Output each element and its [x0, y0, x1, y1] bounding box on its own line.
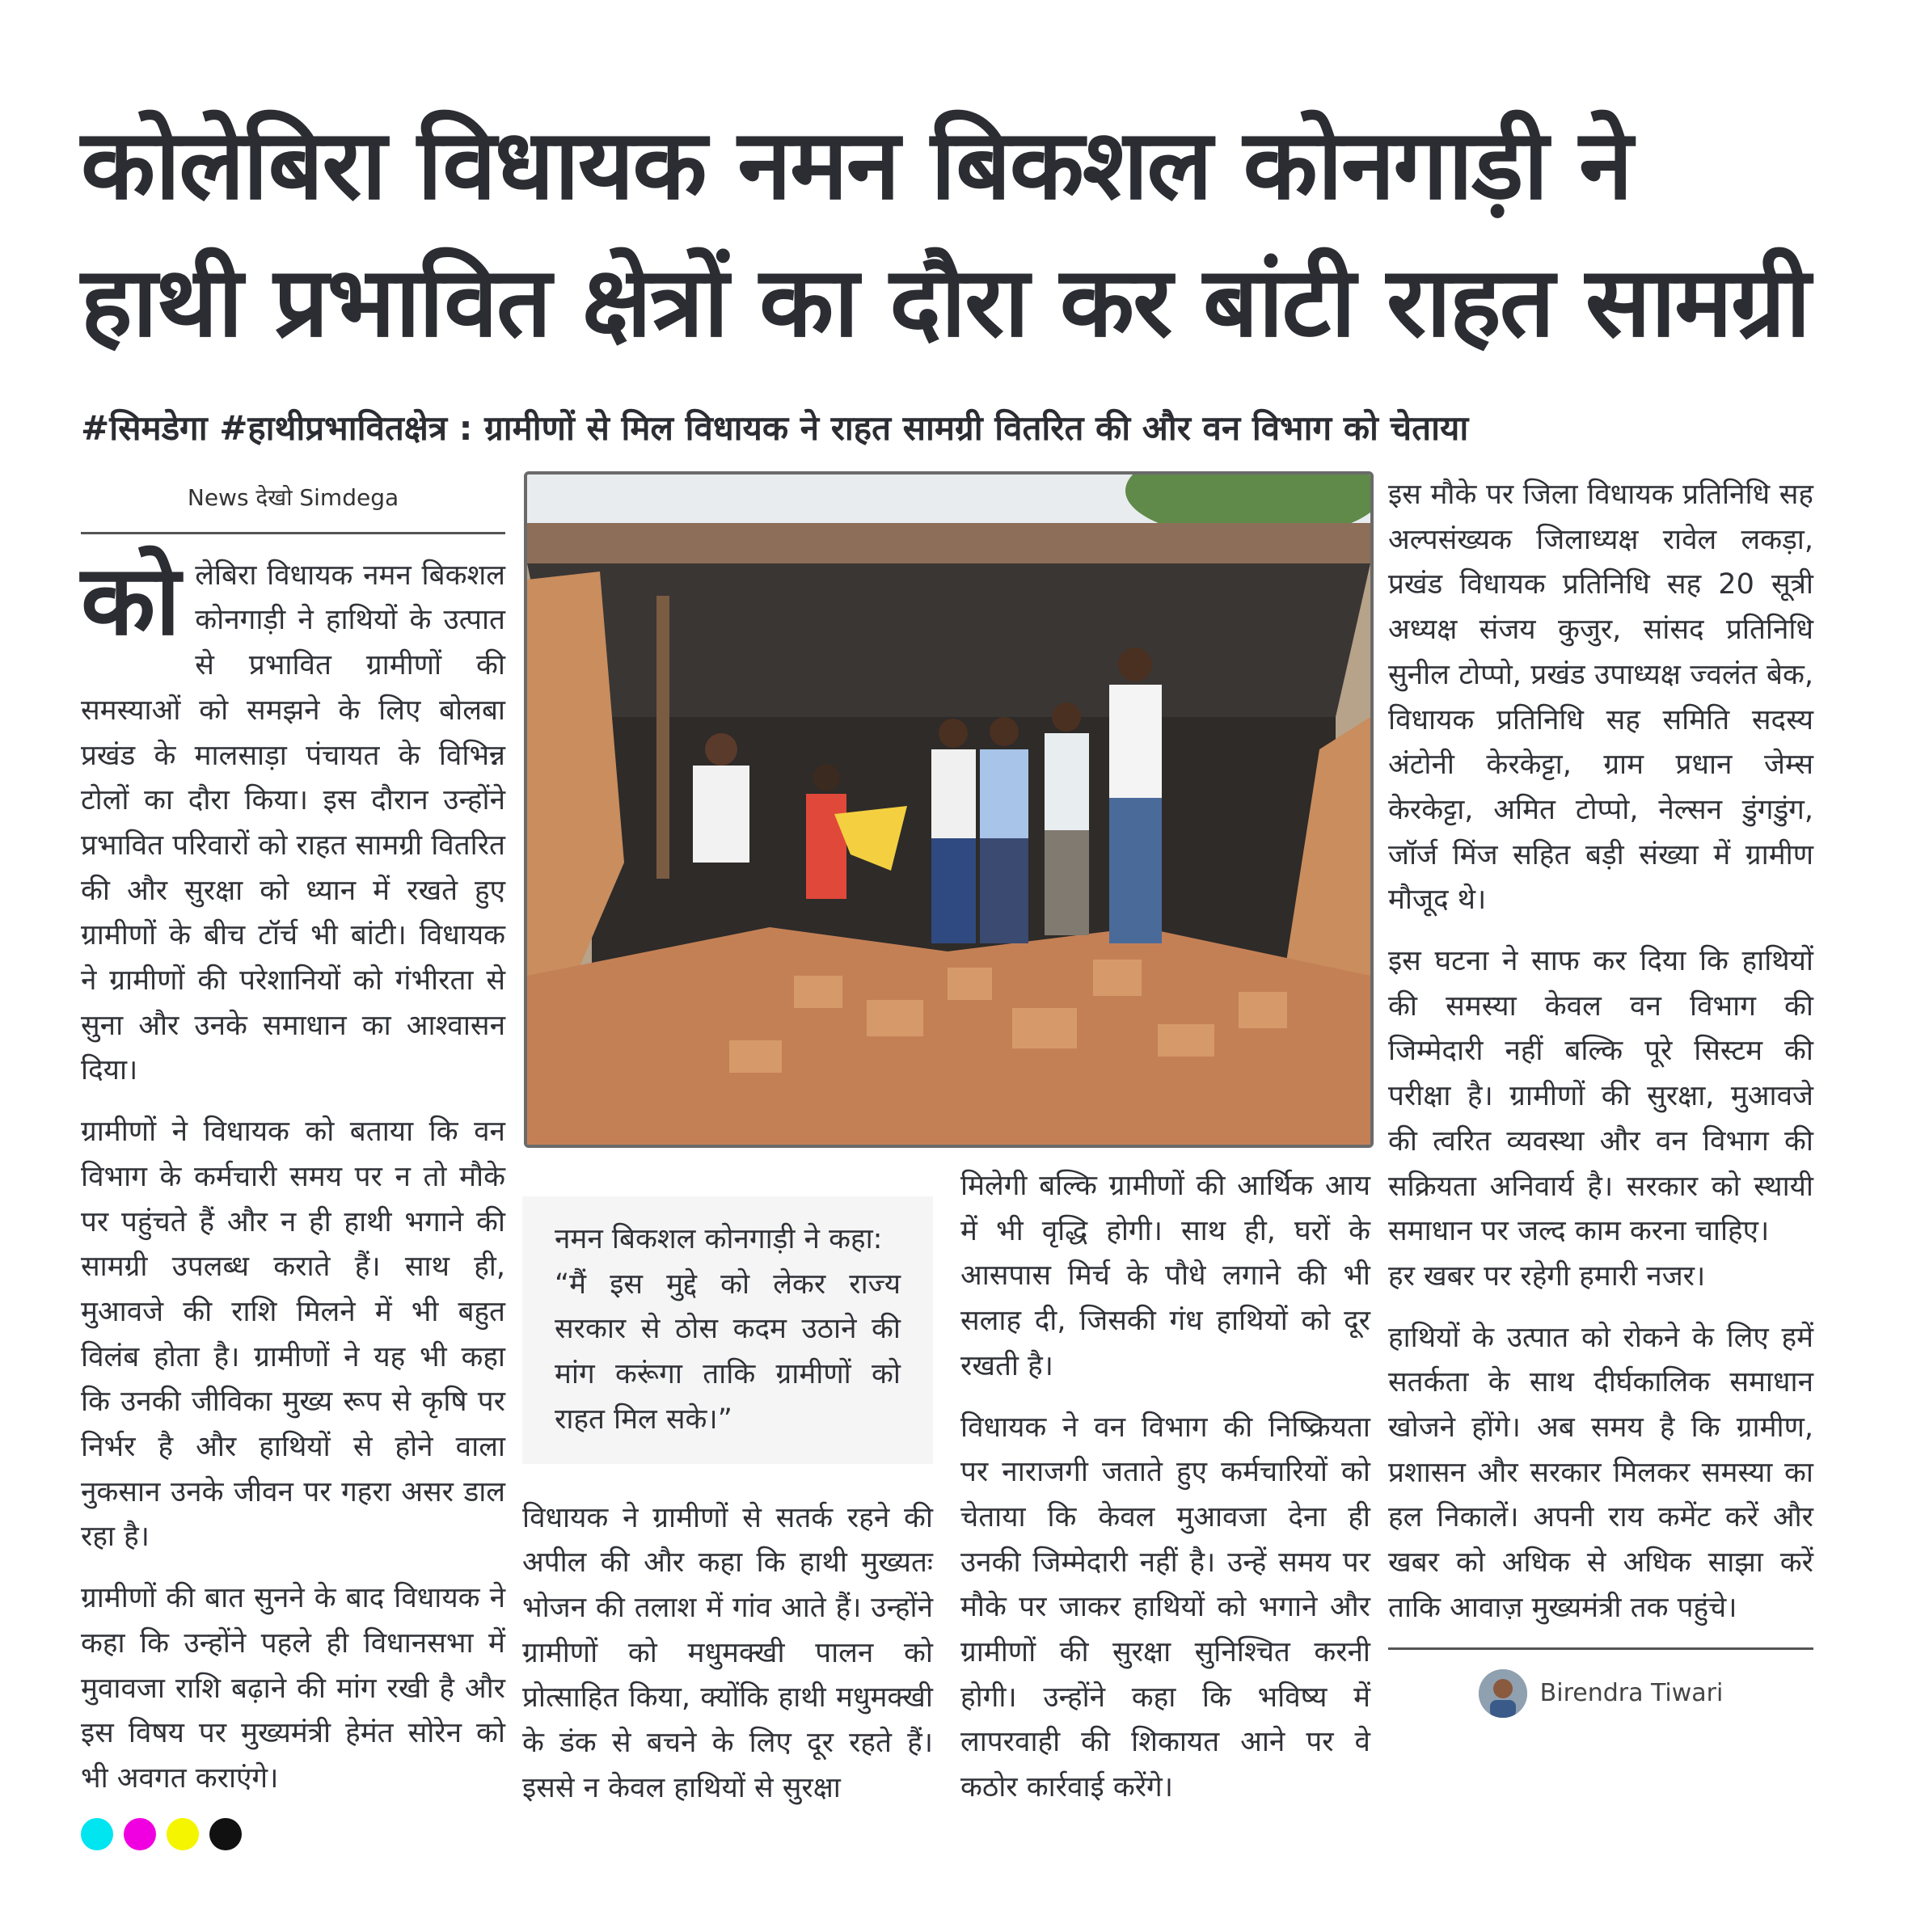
- drop-cap: को: [81, 544, 181, 657]
- article-column-3: [960, 1164, 1370, 1827]
- paragraph: इस मौके पर जिला विधायक प्रतिनिधि सह अल्पसंख्यक जिलाध्यक्ष रावेल लकड़ा, प्रखंड विधायक प्रतिनिधि सह 20 सूत्री अध्यक्ष संजय कुजुर, सांसद प्रतिनिधि सुनील टोप्पो, प्रखंड उपाध्यक्ष ज्वलंत बेक, विधायक प्रतिनिधि सह समिति सदस्य अंटोनी केरकेट्टा, ग्राम प्रधान जेम्स केरकेट्टा, अमित टोप्पो, नेल्सन डुंगडुंग, जॉर्ज मिंज सहित बड़ी संख्या में ग्रामीण मौजूद थे।: [1388, 479, 1813, 917]
- byline: News देखो Simdega: [81, 475, 505, 534]
- paragraph: मिलेगी बल्कि ग्रामीणों की आर्थिक आय में भी वृद्धि होगी। साथ ही, घरों के आसपास मिर्च के पौधे लगाने की भी सलाह दी, जिसकी गंध हाथियों को दूर रखती है।: [960, 1170, 1370, 1382]
- registration-dots: [81, 1818, 505, 1850]
- paragraph: इस घटना ने साफ कर दिया कि हाथियों की समस्या केवल वन विभाग की जिम्मेदारी नहीं बल्कि पूरे सिस्टम की परीक्षा है। ग्रामीणों की सुरक्षा, मुआवजे की त्वरित व्यवस्था और वन विभाग की सक्रियता अनिवार्य है। सरकार को स्थायी समाधान पर जल्द काम करना चाहिए।: [1388, 945, 1813, 1248]
- subheadline: #सिमडेगा #हाथीप्रभावितक्षेत्र : ग्रामीणों से मिल विधायक ने राहत सामग्री वितरित की और वन विभाग को चेताया: [81, 408, 1469, 448]
- headline-line-2: हाथी प्रभावित क्षेत्रों का दौरा कर बांटी राहत सामग्री: [81, 247, 1809, 359]
- author-avatar: [1479, 1669, 1527, 1718]
- headline-line-1: कोलेबिरा विधायक नमन बिकशल कोनगाड़ी ने: [81, 109, 1632, 221]
- quote-text: “मैं इस मुद्दे को लेकर राज्य सरकार से ठोस कदम उठाने की मांग करूंगा ताकि ग्रामीणों को राहत मिल सके।”: [555, 1268, 901, 1436]
- paragraph: कोलेबिरा विधायक नमन बिकशल कोनगाड़ी ने हाथियों के उत्पात से प्रभावित ग्रामीणों की समस्याओं को समझने के लिए बोलबा प्रखंड के मालसाड़ा पंचायत के विभिन्न टोलों का दौरा किया। इस दौरान उन्होंने प्रभावित परिवारों को राहत सामग्री वितरित की और सुरक्षा को ध्यान में रखते हुए ग्रामीणों के बीच टॉर्च भी बांटी। विधायक ने ग्रामीणों की परेशानियों को गंभीरता से सुना और उनके समाधान का आश्वासन दिया।: [81, 544, 505, 1087]
- paragraph: विधायक ने ग्रामीणों से सतर्क रहने की अपील की और कहा कि हाथी मुख्यतः भोजन की तलाश में गांव आते हैं। उन्होंने ग्रामीणों को मधुमक्खी पालन को प्रोत्साहित किया, क्योंकि हाथी मधुमक्खी के डंक से बचने के लिए दूर रहते हैं। इससे न केवल हाथियों से सुरक्षा: [522, 1501, 933, 1804]
- article-photo: [524, 471, 1374, 1148]
- yellow-registration-dot: [167, 1818, 199, 1850]
- photo-elephant-damaged-house: [527, 475, 1370, 1145]
- black-registration-dot: [209, 1818, 242, 1850]
- tagline: हर खबर पर रहेगी हमारी नजर।: [1388, 1259, 1706, 1293]
- headline: [81, 97, 1876, 372]
- article-column-1: [81, 475, 505, 1850]
- middle-column-stack: [522, 1196, 933, 1827]
- pull-quote: [522, 1196, 933, 1464]
- author-name: Birendra Tiwari: [1539, 1678, 1724, 1707]
- article-column-2: [522, 1496, 933, 1812]
- author-block: [1388, 1647, 1813, 1718]
- magenta-registration-dot: [124, 1818, 156, 1850]
- paragraph: विधायक ने वन विभाग की निष्क्रियता पर नाराजगी जताते हुए कर्मचारियों को चेताया कि केवल मुआवजा देना ही उनकी जिम्मेदारी नहीं है। उन्हें समय पर मौके पर जाकर हाथियों को भगाने और ग्रामीणों की सुरक्षा सुनिश्चित करनी होगी। उन्होंने कहा कि भविष्य में लापरवाही की शिकायत आने पर वे कठोर कार्रवाई करेंगे।: [960, 1411, 1370, 1804]
- article-column-4: [1388, 473, 1813, 1718]
- cyan-registration-dot: [81, 1818, 113, 1850]
- paragraph: हाथियों के उत्पात को रोकने के लिए हमें सतर्कता के साथ दीर्घकालिक समाधान खोजने होंगे। अब समय है कि ग्रामीण, प्रशासन और सरकार मिलकर समस्या का हल निकालें। अपनी राय कमेंट करें और खबर को अधिक से अधिक साझा करें ताकि आवाज़ मुख्यमंत्री तक पहुंचे।: [1388, 1321, 1813, 1624]
- paragraph: ग्रामीणों की बात सुनने के बाद विधायक ने कहा कि उन्होंने पहले ही विधानसभा में मुवावजा राशि बढ़ाने की मांग रखी है और इस विषय पर मुख्यमंत्री हेमंत सोरेन को भी अवगत कराएंगे।: [81, 1582, 505, 1795]
- paragraph: ग्रामीणों ने विधायक को बताया कि वन विभाग के कर्मचारी समय पर न तो मौके पर पहुंचते हैं और न ही हाथी भगाने की सामग्री उपलब्ध कराते हैं। साथ ही, मुआवजे की राशि मिलने में भी बहुत विलंब होता है। ग्रामीणों ने यह भी कहा कि उनकी जीविका मुख्य रूप से कृषि पर निर्भर है और हाथियों से होने वाला नुकसान उनके जीवन पर गहरा असर डाल रहा है।: [81, 1116, 505, 1554]
- quote-attribution: नमन बिकशल कोनगाड़ी ने कहा:: [555, 1223, 883, 1255]
